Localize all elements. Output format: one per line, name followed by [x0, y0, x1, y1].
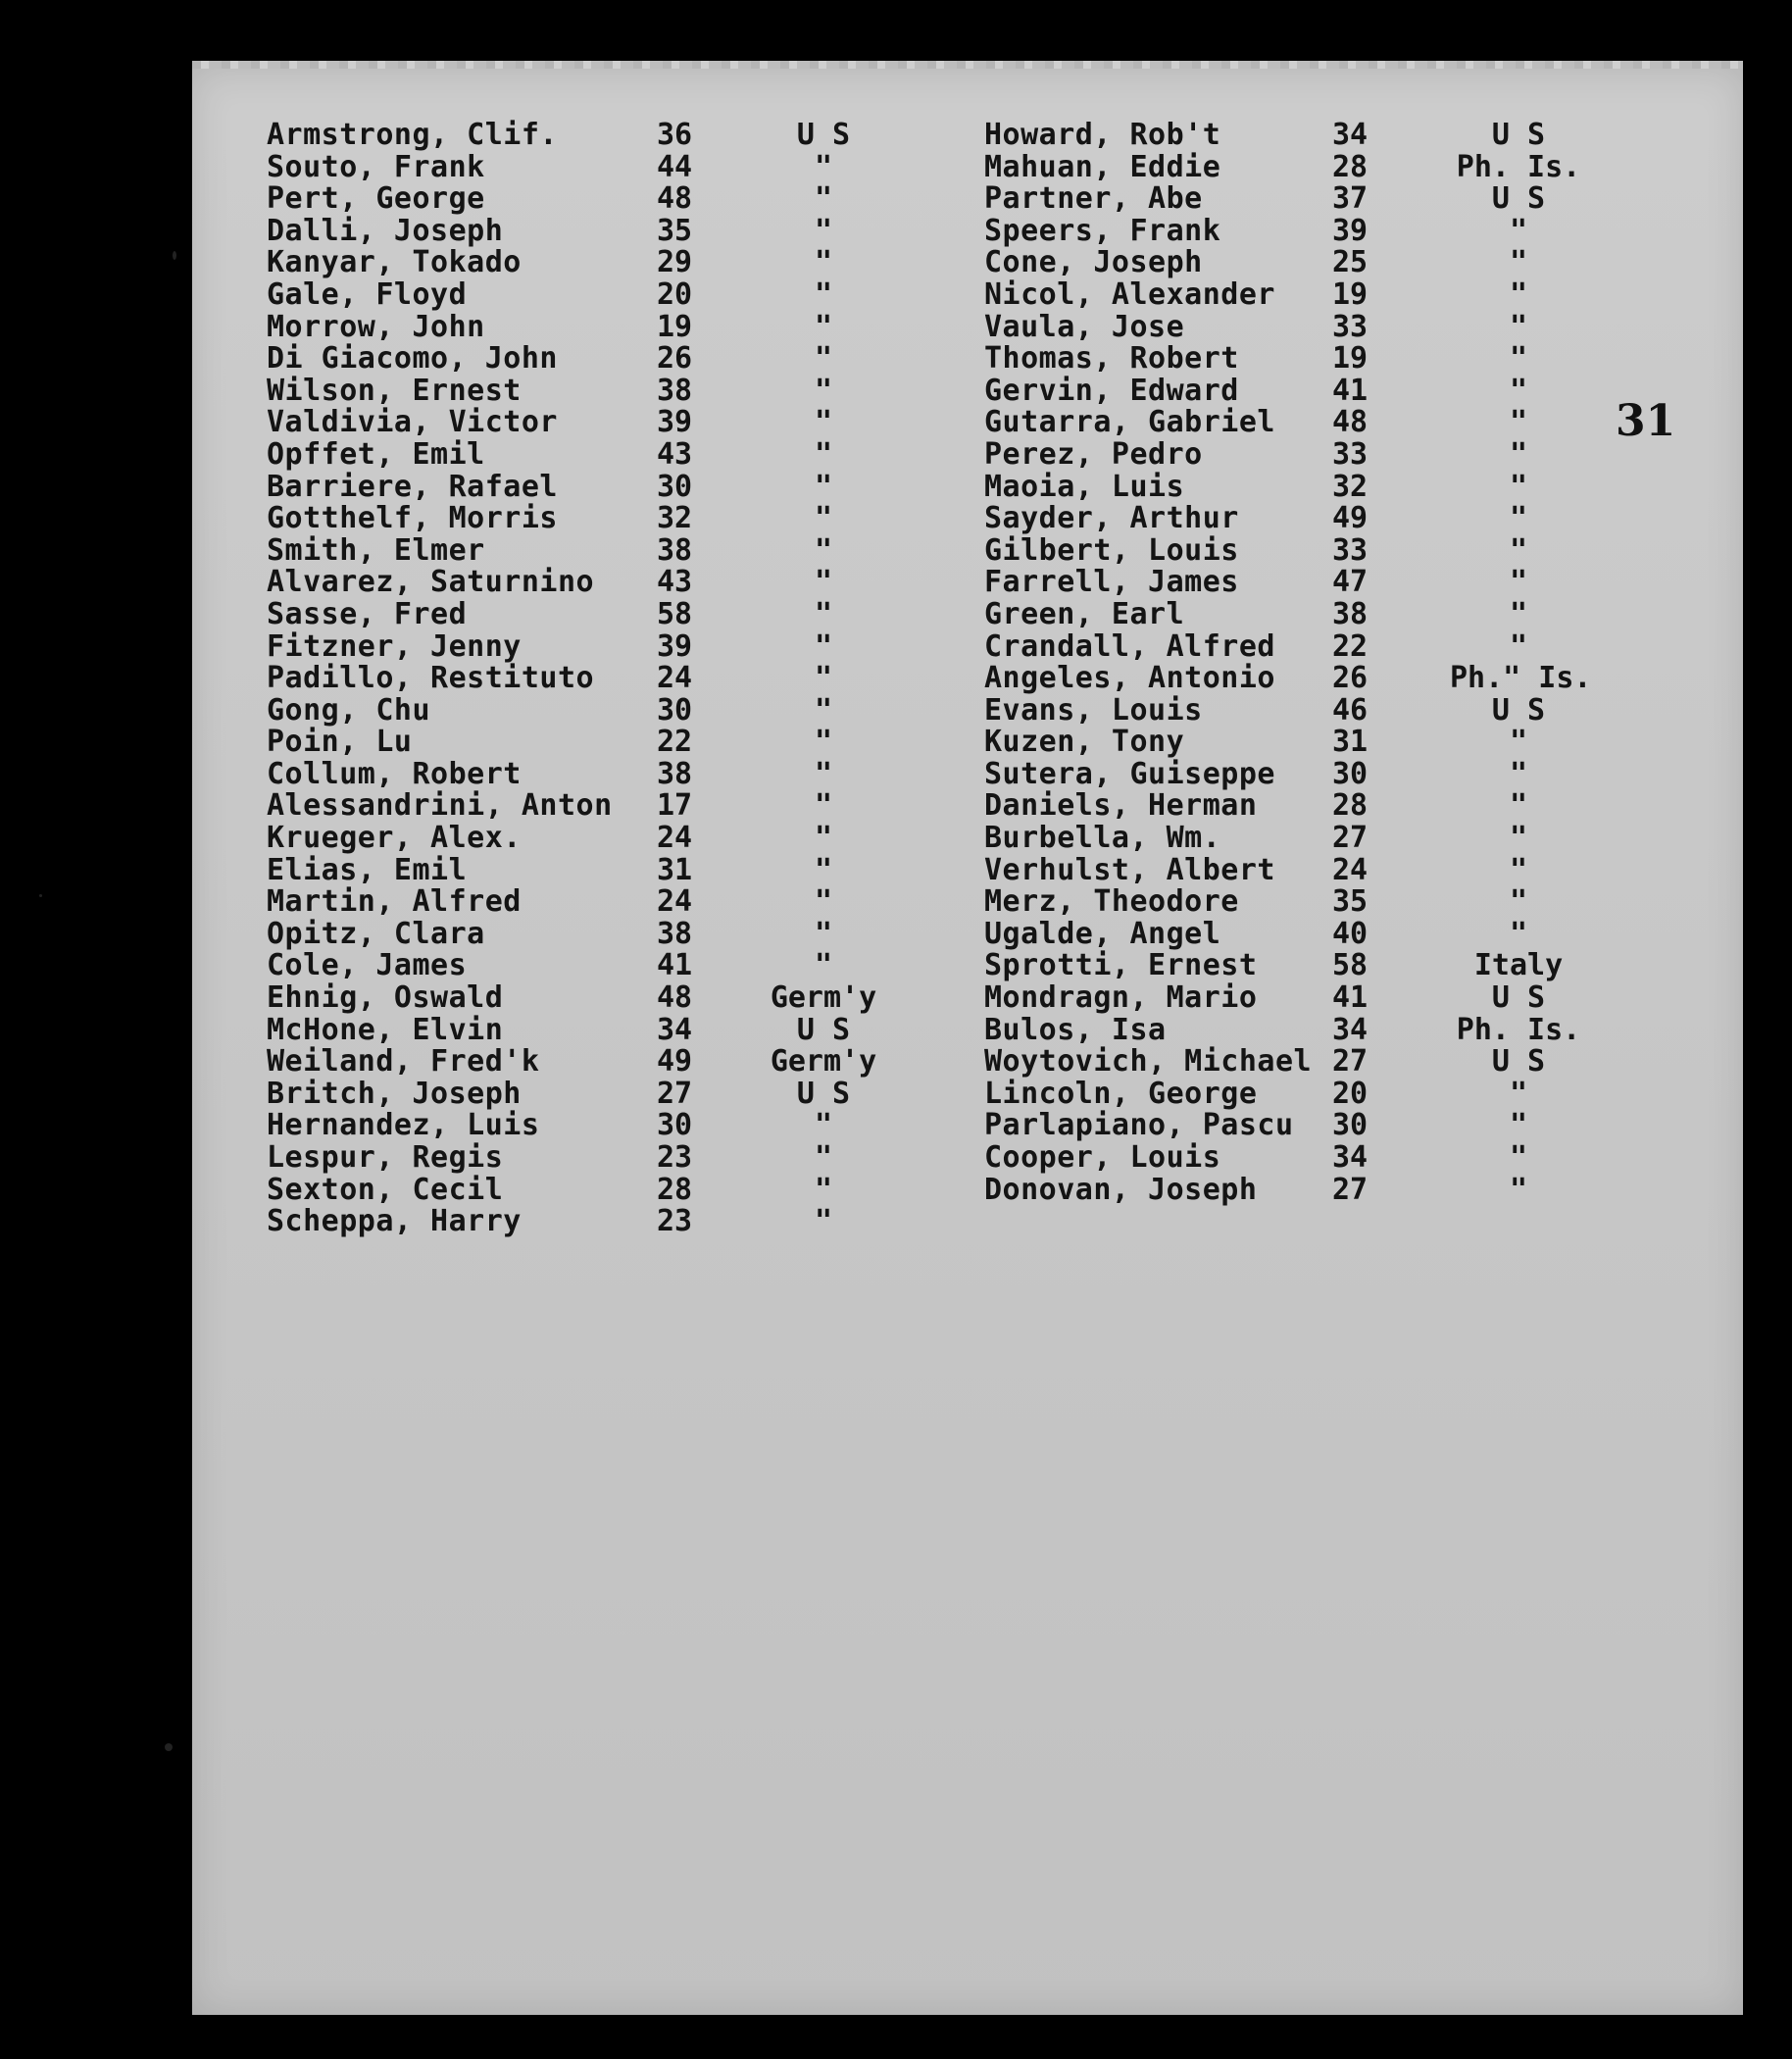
roster-name: Sprotti, Ernest [984, 948, 1258, 983]
roster-age: 49 [657, 1044, 693, 1080]
roster-name: Alvarez, Saturnino [267, 565, 595, 600]
roster-age: 24 [657, 661, 693, 696]
roster-age: 40 [1332, 916, 1369, 951]
roster-name: Speers, Frank [984, 213, 1221, 248]
roster-origin: " [1509, 916, 1528, 951]
roster-name: Sexton, Cecil [267, 1172, 504, 1207]
roster-name: Merz, Theodore [984, 884, 1239, 920]
roster-name: Martin, Alfred [267, 884, 522, 920]
roster-age: 48 [1332, 405, 1369, 440]
roster-age: 34 [1332, 1012, 1369, 1047]
roster-age: 32 [657, 501, 693, 536]
roster-origin: " [814, 436, 833, 472]
roster-age: 20 [657, 276, 693, 312]
roster-origin: " [814, 596, 833, 631]
roster-name: Kuzen, Tony [984, 725, 1185, 760]
roster-origin: " [814, 725, 833, 760]
roster-age: 27 [1332, 1044, 1369, 1080]
roster-name: Souto, Frank [267, 149, 485, 184]
roster-origin: " [814, 149, 833, 184]
roster-age: 43 [657, 565, 693, 600]
roster-origin: " [1509, 788, 1528, 824]
roster-origin: " [1509, 1108, 1528, 1143]
roster-origin: " [814, 1140, 833, 1175]
roster-origin: " [814, 469, 833, 504]
roster-origin: " [814, 788, 833, 824]
roster-name: Vaula, Jose [984, 309, 1185, 344]
roster-origin: " [814, 948, 833, 983]
roster-name: Elias, Emil [267, 852, 468, 887]
roster-age: 41 [1332, 980, 1369, 1016]
roster-age: 31 [1332, 725, 1369, 760]
roster-name: Valdivia, Victor [267, 405, 558, 440]
roster-name: Gale, Floyd [267, 276, 468, 312]
roster-age: 30 [657, 469, 693, 504]
roster-name: Daniels, Herman [984, 788, 1258, 824]
roster-age: 46 [1332, 692, 1369, 728]
roster-age: 24 [657, 884, 693, 920]
roster-origin: " [1509, 821, 1528, 856]
roster-age: 28 [1332, 149, 1369, 184]
roster-origin: " [1509, 373, 1528, 408]
roster-name: Britch, Joseph [267, 1076, 522, 1111]
roster-name: Lincoln, George [984, 1076, 1258, 1111]
roster-origin: " [1509, 1140, 1528, 1175]
roster-age: 24 [657, 821, 693, 856]
roster-age: 36 [657, 118, 693, 152]
roster-origin: " [1509, 501, 1528, 536]
roster-age: 35 [1332, 884, 1369, 920]
roster-age: 23 [657, 1140, 693, 1175]
roster-name: Ehnig, Oswald [267, 980, 504, 1016]
roster-age: 39 [657, 405, 693, 440]
roster-name: Scheppa, Harry [267, 1204, 522, 1239]
roster-age: 30 [1332, 756, 1369, 791]
roster-name: Krueger, Alex. [267, 821, 522, 856]
roster-origin: U S [1491, 980, 1546, 1016]
roster-name: Collum, Robert [267, 756, 522, 791]
roster-age: 30 [657, 1108, 693, 1143]
roster-name: Crandall, Alfred [984, 628, 1275, 664]
roster-name: Cooper, Louis [984, 1140, 1221, 1175]
roster-name: Cone, Joseph [984, 245, 1203, 280]
roster-age: 38 [657, 756, 693, 791]
roster-age: 35 [657, 213, 693, 248]
roster-name: Smith, Elmer [267, 532, 485, 568]
roster-origin: " [814, 884, 833, 920]
roster-origin: Ph. Is. [1456, 149, 1581, 184]
roster-age: 48 [657, 980, 693, 1016]
roster-origin: U S [796, 1076, 851, 1111]
roster-name: Kanyar, Tokado [267, 245, 522, 280]
roster-origin: " [814, 916, 833, 951]
roster-origin: " [1509, 245, 1528, 280]
roster-name: Cole, James [267, 948, 468, 983]
roster-origin: " [814, 821, 833, 856]
roster-age: 38 [657, 373, 693, 408]
roster-age: 28 [1332, 788, 1369, 824]
roster-age: 27 [1332, 821, 1369, 856]
roster-origin: U S [1491, 692, 1546, 728]
roster-name: Howard, Rob't [984, 118, 1221, 152]
roster-age: 44 [657, 149, 693, 184]
roster-origin: " [814, 1108, 833, 1143]
roster-age: 43 [657, 436, 693, 472]
roster-origin: " [814, 1172, 833, 1207]
roster-origin: " [1509, 405, 1528, 440]
roster-name: Partner, Abe [984, 181, 1203, 217]
roster-origin: U S [1491, 118, 1546, 152]
roster-age: 34 [1332, 118, 1369, 152]
roster-name: Evans, Louis [984, 692, 1203, 728]
roster-age: 48 [657, 181, 693, 217]
roster-age: 27 [657, 1076, 693, 1111]
roster-age: 25 [1332, 245, 1369, 280]
roster-name: Weiland, Fred'k [267, 1044, 540, 1080]
scan-speck [165, 1743, 173, 1751]
roster-name: Gervin, Edward [984, 373, 1239, 408]
roster-origin: " [814, 628, 833, 664]
roster-origin: Italy [1473, 948, 1564, 983]
roster-origin: " [814, 341, 833, 377]
roster-age: 19 [657, 309, 693, 344]
roster-origin: " [814, 692, 833, 728]
roster-age: 30 [1332, 1108, 1369, 1143]
roster-name: Fitzner, Jenny [267, 628, 522, 664]
scan-speck [39, 894, 42, 897]
roster-origin: U S [1491, 1044, 1546, 1080]
roster-name: Ugalde, Angel [984, 916, 1221, 951]
roster-origin: " [814, 501, 833, 536]
roster-origin: " [1509, 565, 1528, 600]
roster-name: Angeles, Antonio [984, 661, 1275, 696]
roster-origin: " [1509, 756, 1528, 791]
roster-name: Thomas, Robert [984, 341, 1239, 377]
roster-origin: " [1509, 852, 1528, 887]
roster-age: 19 [1332, 341, 1369, 377]
roster-origin: " [814, 213, 833, 248]
roster-origin: " [814, 309, 833, 344]
roster-origin: " [1509, 213, 1528, 248]
roster-origin: " [814, 405, 833, 440]
roster-origin: " [814, 565, 833, 600]
roster-age: 38 [657, 532, 693, 568]
roster-name: Padillo, Restituto [267, 661, 595, 696]
roster-name: Woytovich, Michael [984, 1044, 1313, 1080]
roster-age: 47 [1332, 565, 1369, 600]
roster-age: 23 [657, 1204, 693, 1239]
roster-name: Parlapiano, Pascu [984, 1108, 1294, 1143]
roster-name: Gutarra, Gabriel [984, 405, 1275, 440]
roster-age: 33 [1332, 309, 1369, 344]
roster-origin: " [814, 661, 833, 696]
page-number: 31 [1616, 396, 1676, 446]
roster-origin: " [1509, 725, 1528, 760]
roster-origin: " [1509, 596, 1528, 631]
roster-origin: " [814, 852, 833, 887]
roster-origin: " [814, 245, 833, 280]
roster-origin: Germ'y [770, 1044, 877, 1080]
roster-age: 20 [1332, 1076, 1369, 1111]
roster-origin: " [814, 276, 833, 312]
roster-origin: Ph." Is. [1450, 661, 1592, 696]
roster-age: 41 [657, 948, 693, 983]
roster-age: 34 [657, 1012, 693, 1047]
roster-name: Alessandrini, Anton [267, 788, 613, 824]
roster-age: 39 [1332, 213, 1369, 248]
roster-origin: U S [796, 1012, 851, 1047]
roster-name: Gong, Chu [267, 692, 431, 728]
roster-origin: Germ'y [770, 980, 877, 1016]
roster-name: Nicol, Alexander [984, 276, 1275, 312]
roster-name: Farrell, James [984, 565, 1239, 600]
roster-age: 38 [657, 916, 693, 951]
roster-name: McHone, Elvin [267, 1012, 504, 1047]
roster-age: 49 [1332, 501, 1369, 536]
roster-age: 37 [1332, 181, 1369, 217]
roster-origin: " [1509, 884, 1528, 920]
roster-name: Opitz, Clara [267, 916, 485, 951]
roster-name: Di Giacomo, John [267, 341, 558, 377]
roster-name: Burbella, Wm. [984, 821, 1221, 856]
roster-name: Wilson, Ernest [267, 373, 522, 408]
roster-origin: " [814, 373, 833, 408]
roster-name: Green, Earl [984, 596, 1185, 631]
roster-name: Pert, George [267, 181, 485, 217]
roster-origin: " [1509, 276, 1528, 312]
roster-name: Hernandez, Luis [267, 1108, 540, 1143]
roster-origin: " [1509, 532, 1528, 568]
roster-age: 26 [657, 341, 693, 377]
roster-age: 28 [657, 1172, 693, 1207]
roster-name: Gilbert, Louis [984, 532, 1239, 568]
roster-age: 41 [1332, 373, 1369, 408]
roster-origin: " [1509, 628, 1528, 664]
roster-name: Poin, Lu [267, 725, 413, 760]
roster-origin: " [814, 181, 833, 217]
roster-age: 31 [657, 852, 693, 887]
roster-age: 34 [1332, 1140, 1369, 1175]
roster-name: Mondragn, Mario [984, 980, 1258, 1016]
roster-origin: " [814, 532, 833, 568]
roster-age: 19 [1332, 276, 1369, 312]
roster-age: 32 [1332, 469, 1369, 504]
roster-name: Donovan, Joseph [984, 1172, 1258, 1207]
roster-age: 33 [1332, 532, 1369, 568]
roster-age: 33 [1332, 436, 1369, 472]
roster-age: 24 [1332, 852, 1369, 887]
roster-age: 58 [1332, 948, 1369, 983]
roster-origin: " [814, 1204, 833, 1239]
roster-name: Perez, Pedro [984, 436, 1203, 472]
roster-age: 26 [1332, 661, 1369, 696]
roster-origin: " [1509, 1076, 1528, 1111]
roster-age: 22 [657, 725, 693, 760]
roster-age: 17 [657, 788, 693, 824]
roster-origin: " [1509, 436, 1528, 472]
scan-speck [173, 251, 176, 260]
roster-age: 29 [657, 245, 693, 280]
roster-name: Armstrong, Clif. [267, 118, 558, 152]
roster-age: 27 [1332, 1172, 1369, 1207]
roster-name: Morrow, John [267, 309, 485, 344]
roster-name: Opffet, Emil [267, 436, 485, 472]
roster-origin: U S [1491, 181, 1546, 217]
roster-name: Sayder, Arthur [984, 501, 1239, 536]
roster-age: 22 [1332, 628, 1369, 664]
roster-origin: " [1509, 341, 1528, 377]
roster-origin: " [814, 756, 833, 791]
roster-origin: Ph. Is. [1456, 1012, 1581, 1047]
roster-name: Verhulst, Albert [984, 852, 1275, 887]
roster-origin: " [1509, 309, 1528, 344]
roster-origin: U S [796, 118, 851, 152]
roster-name: Bulos, Isa [984, 1012, 1167, 1047]
roster-origin: " [1509, 469, 1528, 504]
roster-age: 58 [657, 596, 693, 631]
roster-name: Dalli, Joseph [267, 213, 504, 248]
roster-name: Sutera, Guiseppe [984, 756, 1275, 791]
roster-age: 39 [657, 628, 693, 664]
roster-name: Maoia, Luis [984, 469, 1185, 504]
roster-name: Lespur, Regis [267, 1140, 504, 1175]
roster-name: Mahuan, Eddie [984, 149, 1221, 184]
roster-age: 38 [1332, 596, 1369, 631]
roster-origin: " [1509, 1172, 1528, 1207]
roster-name: Barriere, Rafael [267, 469, 558, 504]
roster-name: Sasse, Fred [267, 596, 468, 631]
roster-name: Gotthelf, Morris [267, 501, 558, 536]
roster-age: 30 [657, 692, 693, 728]
